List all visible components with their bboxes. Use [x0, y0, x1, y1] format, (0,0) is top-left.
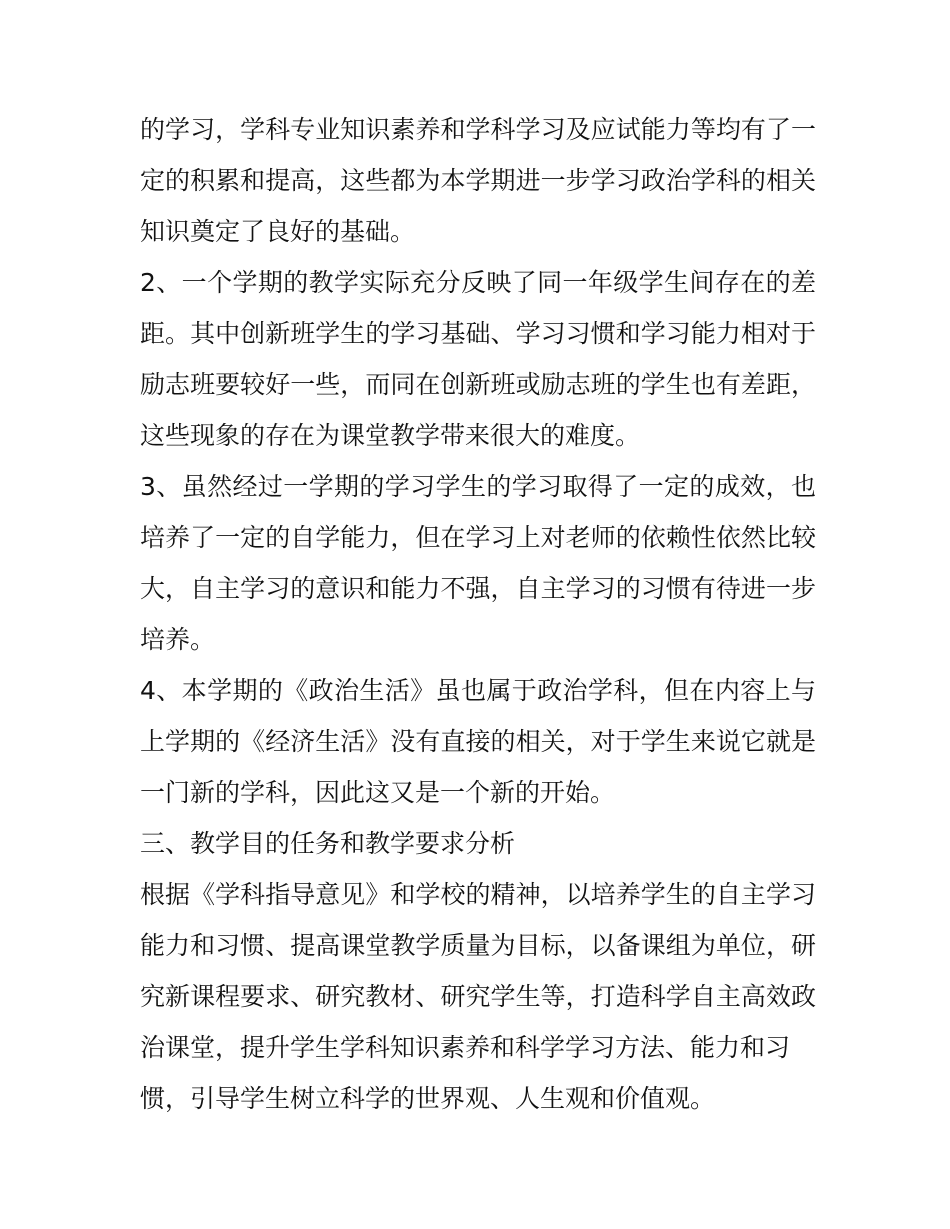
text-line: 根据《学科指导意见》和学校的精神，以培养学生的自主学习 [140, 880, 816, 909]
text-line: 4、本学期的《政治生活》虽也属于政治学科，但在内容上与 [140, 676, 816, 705]
text-line: 这些现象的存在为课堂教学带来很大的难度。 [140, 421, 641, 450]
text-line: 惯，引导学生树立科学的世界观、人生观和价值观。 [140, 1084, 716, 1113]
text-line: 能力和习惯、提高课堂教学质量为目标，以备课组为单位，研 [140, 931, 816, 960]
text-line: 2、一个学期的教学实际充分反映了同一年级学生间存在的差 [140, 268, 816, 297]
text-line: 一门新的学科，因此这又是一个新的开始。 [140, 778, 616, 807]
text-line: 距。其中创新班学生的学习基础、学习习惯和学习能力相对于 [140, 319, 816, 348]
document-body [140, 104, 816, 1124]
text-line: 知识奠定了良好的基础。 [140, 217, 416, 246]
text-line: 治课堂，提升学生学科知识素养和科学学习方法、能力和习 [140, 1033, 791, 1062]
text-line: 励志班要较好一些，而同在创新班或励志班的学生也有差距， [140, 370, 816, 399]
text-line: 上学期的《经济生活》没有直接的相关，对于学生来说它就是 [140, 727, 816, 756]
text-line: 大，自主学习的意识和能力不强，自主学习的习惯有待进一步 [140, 574, 816, 603]
text-line: 培养。 [140, 625, 216, 654]
text-line: 定的积累和提高，这些都为本学期进一步学习政治学科的相关 [140, 166, 816, 195]
text-line: 培养了一定的自学能力，但在学习上对老师的依赖性依然比较 [140, 523, 816, 552]
text-line: 究新课程要求、研究教材、研究学生等，打造科学自主高效政 [140, 982, 816, 1011]
text-line: 3、虽然经过一学期的学习学生的学习取得了一定的成效，也 [140, 472, 816, 501]
section-heading: 三、教学目的任务和教学要求分析 [140, 829, 516, 858]
text-line: 的学习，学科专业知识素养和学科学习及应试能力等均有了一 [140, 115, 816, 144]
